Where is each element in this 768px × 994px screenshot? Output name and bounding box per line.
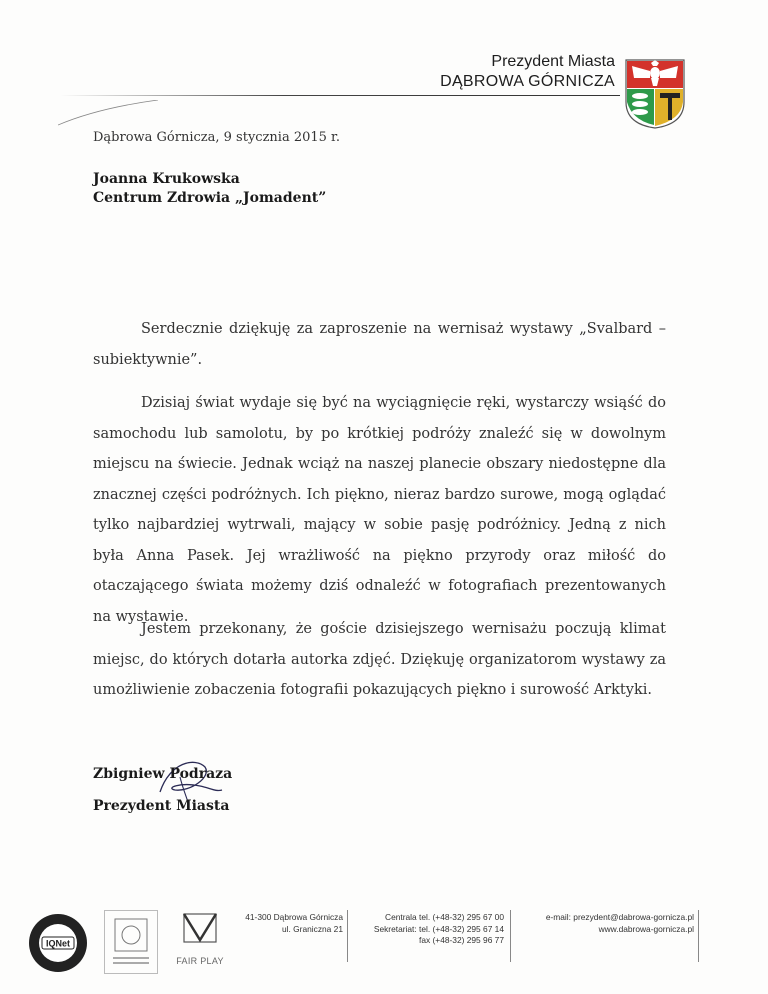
place-and-date: Dąbrowa Górnicza, 9 stycznia 2015 r. (93, 130, 340, 145)
footer-web (546, 912, 694, 935)
certification-badge-icon (27, 912, 89, 974)
footer-email: e-mail: prezydent@dabrowa-gornicza.pl (545, 912, 694, 922)
footer-divider (510, 910, 511, 962)
letterhead-title (440, 52, 615, 92)
footer-address (245, 912, 343, 935)
footer-phone-line: Centrala tel. (+48-32) 295 67 00 (385, 912, 504, 922)
letterhead-line-2: DĄBROWA GÓRNICZA (440, 73, 615, 90)
iso-emblem-icon (105, 911, 157, 973)
signature-name: Zbigniew Podraza (93, 766, 233, 782)
city-crest-icon (624, 58, 686, 130)
fair-play-logo (170, 912, 230, 972)
footer-phones (374, 912, 504, 947)
letterhead-swoosh (58, 100, 158, 130)
footer-phone-line: fax (+48-32) 295 96 77 (419, 935, 504, 945)
recipient-name: Joanna Krukowska (93, 171, 240, 187)
letterhead-line-1: Prezydent Miasta (491, 53, 615, 70)
footer-phone-line: Sekretariat: tel. (+48-32) 295 67 14 (373, 923, 504, 934)
iso-certificate-logo (104, 910, 158, 974)
signature-role: Prezydent Miasta (93, 798, 230, 814)
recipient-organization: Centrum Zdrowia „Jomadent” (93, 190, 327, 206)
certification-badge-text: IQNet (45, 938, 71, 949)
paragraph-3: Jestem przekonany, że goście dzisiejszego wernisażu poczują klimat miejsc, do których dotarła autorka zdjęć. Dziękuję organizatorom wystawy za umożliwienie zobaczenia fotografii pokazujących piękno i surowość Arktyki. (93, 621, 666, 698)
fair-play-label: FAIR PLAY (176, 956, 224, 966)
paragraph-2: Dzisiaj świat wydaje się być na wyciągnięcie ręki, wystarczy wsiąść do samochodu lub samolotu, by po krótkiej podróży znaleźć się w dowolnym miejscu na świecie. Jednak wciąż na naszej planecie obszary niedostępne dla znacznej części podróżnych. Ich piękno, nieraz bardzo surowe, mogą oglądać tylko najbardziej wytrwali, mający w sobie pasję podróżnicy. Jedną z nich była Anna Pasek. Jej wrażliwość na piękno przyrody oraz miłość do otaczającego świata możemy dziś odnaleźć w fotografiach prezentowanych na wystawie. (93, 395, 666, 625)
footer-divider (347, 910, 348, 962)
paragraph-1: Serdecznie dziękuję za zaproszenie na wernisaż wystawy „Svalbard – subiektywnie”. (93, 321, 666, 368)
recipient-block (93, 170, 326, 208)
fair-play-check-icon (180, 912, 220, 946)
footer-website: www.dabrowa-gornicza.pl (598, 923, 694, 934)
letterhead-rule (60, 95, 620, 96)
footer-address-line: 41-300 Dąbrowa Górnicza (245, 912, 343, 922)
footer-address-line: ul. Graniczna 21 (282, 923, 343, 934)
footer-divider (698, 910, 699, 962)
